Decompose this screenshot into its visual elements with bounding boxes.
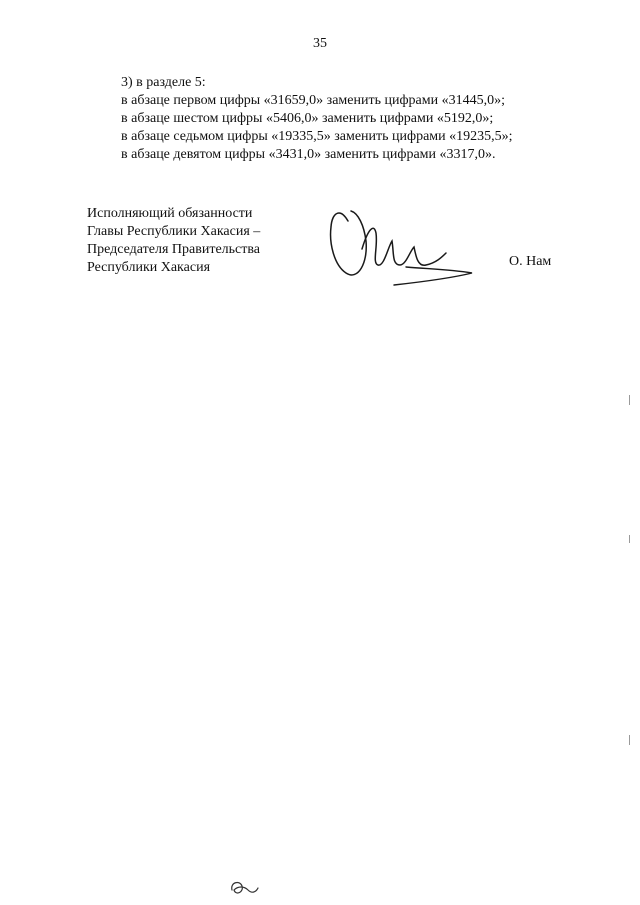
scan-edge-mark	[629, 395, 630, 405]
signer-name: О. Нам	[509, 254, 552, 269]
handwritten-signature	[318, 203, 483, 295]
handwritten-mark	[226, 876, 262, 898]
amendment-line: в абзаце первом цифры «31659,0» заменить цифрами «31445,0»;	[121, 93, 505, 108]
signatory-title-line: Республики Хакасия	[87, 260, 211, 275]
signatory-title-line: Главы Республики Хакасия –	[87, 224, 261, 239]
amendment-line: в абзаце шестом цифры «5406,0» заменить цифрами «5192,0»;	[121, 111, 494, 126]
amendment-section	[121, 74, 513, 164]
signatory-title-line: Исполняющий обязанности	[87, 206, 253, 221]
section-heading: 3) в разделе 5:	[121, 75, 206, 90]
amendment-line: в абзаце седьмом цифры «19335,5» заменить цифрами «19235,5»;	[121, 129, 513, 144]
signatory-title-line: Председателя Правительства	[87, 242, 261, 257]
signatory-title	[87, 205, 260, 277]
page-number: 35	[313, 36, 327, 51]
scan-edge-mark	[629, 535, 630, 543]
scan-edge-mark	[629, 735, 630, 745]
amendment-line: в абзаце девятом цифры «3431,0» заменить цифрами «3317,0».	[121, 147, 496, 162]
